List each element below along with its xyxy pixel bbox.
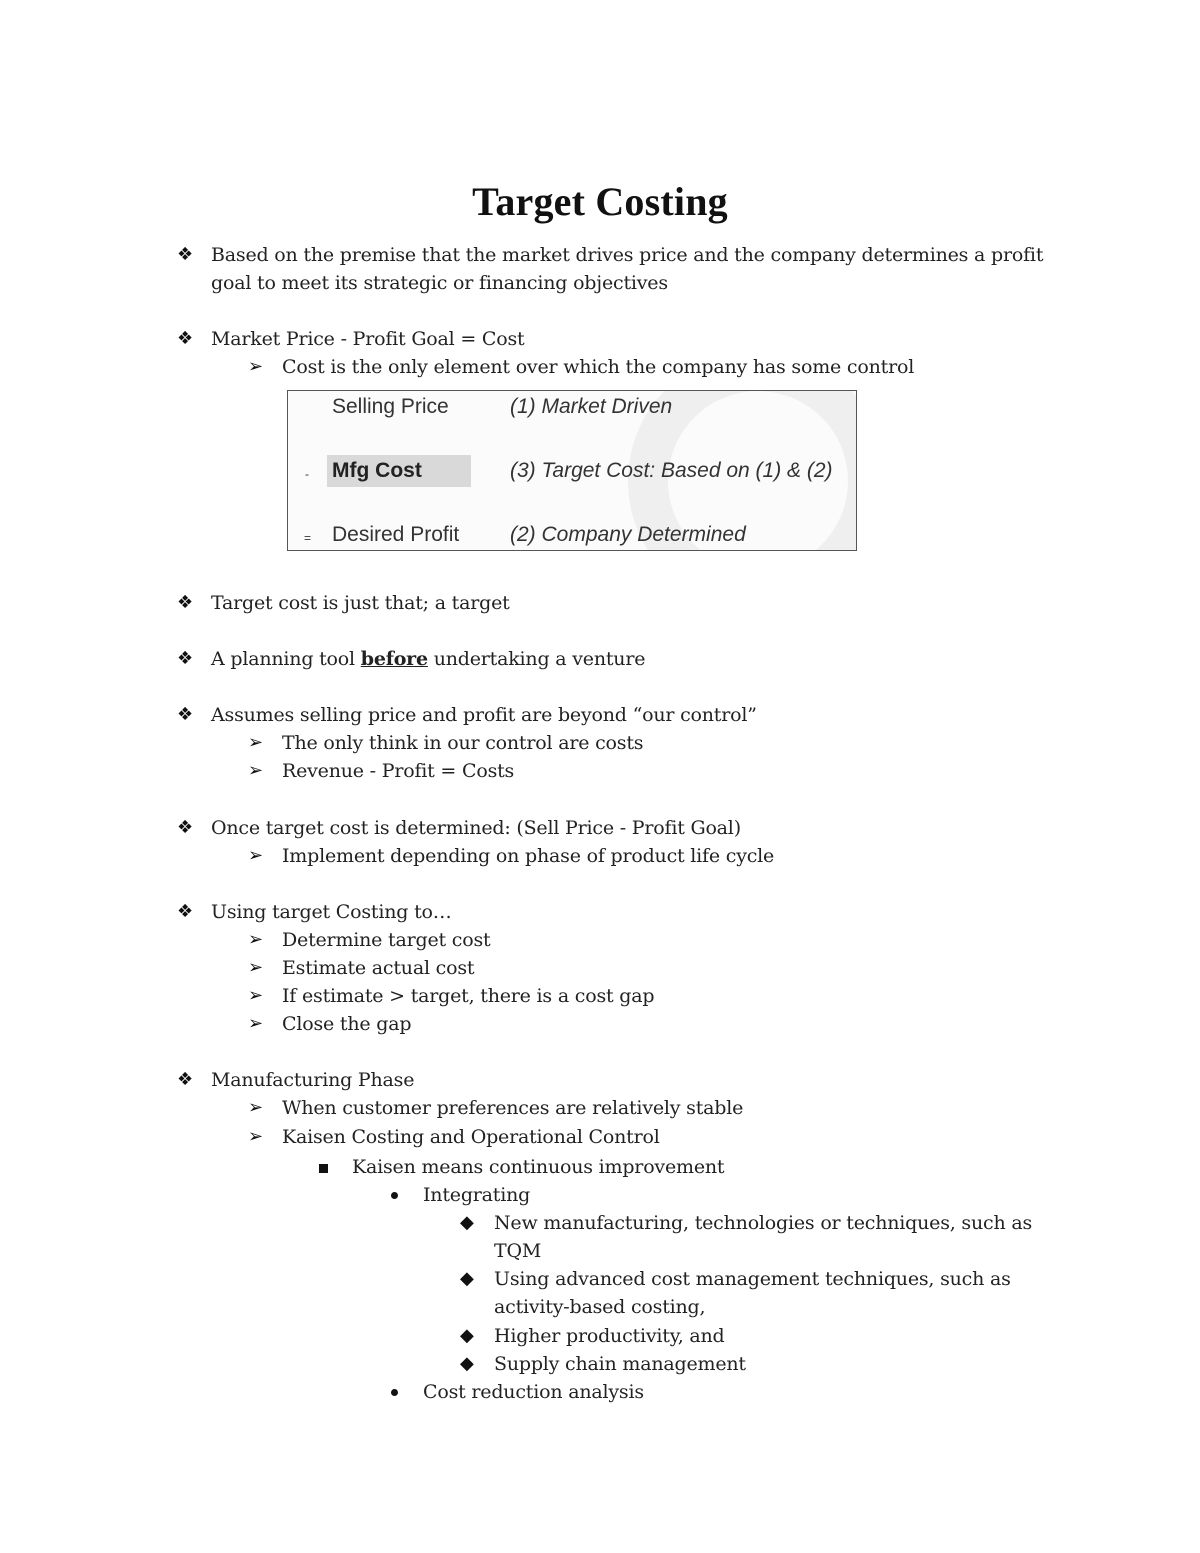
bullet-text: Market Price - Profit Goal = Cost bbox=[211, 328, 525, 350]
diamond-bullet-icon: ❖ bbox=[177, 244, 194, 265]
page-title: Target Costing bbox=[472, 179, 728, 224]
sub-bullet-text: When customer preferences are relatively stable bbox=[282, 1097, 744, 1119]
solid-diamond-bullet-icon: ◆ bbox=[460, 1212, 474, 1233]
arrow-bullet-icon: ➢ bbox=[248, 929, 264, 950]
arrow-bullet-icon: ➢ bbox=[248, 732, 264, 753]
arrow-bullet-icon: ➢ bbox=[248, 985, 264, 1006]
diamond-bullet-icon: ❖ bbox=[177, 648, 194, 669]
diamond-bullet-icon: ❖ bbox=[177, 328, 194, 349]
level5-text: activity-based costing, bbox=[494, 1296, 706, 1318]
sub-bullet-text: Estimate actual cost bbox=[282, 957, 475, 979]
cost-formula-figure bbox=[287, 390, 857, 551]
level3-text: Kaisen means continuous improvement bbox=[352, 1156, 725, 1178]
level4-text: Cost reduction analysis bbox=[423, 1381, 644, 1403]
bullet-text: Manufacturing Phase bbox=[211, 1069, 415, 1091]
diamond-bullet-icon: ❖ bbox=[177, 1069, 194, 1090]
level5-text: TQM bbox=[494, 1240, 542, 1262]
bullet-text-pre: A planning tool bbox=[211, 648, 361, 670]
bullet-text: Using target Costing to… bbox=[211, 901, 452, 923]
sub-bullet-text: Close the gap bbox=[282, 1013, 412, 1035]
sub-bullet-text: Kaisen Costing and Operational Control bbox=[282, 1126, 660, 1148]
diamond-bullet-icon: ❖ bbox=[177, 704, 194, 725]
sub-bullet-text: If estimate > target, there is a cost gap bbox=[282, 985, 655, 1007]
company-determined-note: (2) Company Determined bbox=[510, 523, 746, 546]
target-cost-note: (3) Target Cost: Based on (1) & (2) bbox=[510, 459, 833, 482]
mfg-cost-label: Mfg Cost bbox=[332, 459, 422, 482]
arrow-bullet-icon: ➢ bbox=[248, 760, 264, 781]
equals-operator: = bbox=[304, 531, 312, 545]
diamond-bullet-icon: ❖ bbox=[177, 901, 194, 922]
level5-text: Higher productivity, and bbox=[494, 1325, 725, 1347]
arrow-bullet-icon: ➢ bbox=[248, 1126, 264, 1147]
bullet-text bbox=[211, 645, 645, 673]
market-driven-note: (1) Market Driven bbox=[510, 395, 673, 418]
diamond-bullet-icon: ❖ bbox=[177, 817, 194, 838]
bullet-text: Based on the premise that the market drives price and the company determines a profit bbox=[211, 244, 1044, 266]
arrow-bullet-icon: ➢ bbox=[248, 356, 264, 377]
solid-diamond-bullet-icon: ◆ bbox=[460, 1325, 474, 1346]
bullet-text-post: undertaking a venture bbox=[427, 648, 646, 670]
sub-bullet-text: The only think in our control are costs bbox=[282, 732, 644, 754]
dot-bullet-icon bbox=[391, 1389, 398, 1396]
emphasis-before: before bbox=[360, 648, 428, 670]
dot-bullet-icon bbox=[391, 1192, 398, 1199]
selling-price-label: Selling Price bbox=[332, 395, 449, 418]
sub-bullet-text: Determine target cost bbox=[282, 929, 491, 951]
bullet-text: Target cost is just that; a target bbox=[211, 592, 510, 614]
sub-bullet-text: Implement depending on phase of product life cycle bbox=[282, 845, 775, 867]
solid-diamond-bullet-icon: ◆ bbox=[460, 1268, 474, 1289]
arrow-bullet-icon: ➢ bbox=[248, 845, 264, 866]
arrow-bullet-icon: ➢ bbox=[248, 957, 264, 978]
arrow-bullet-icon: ➢ bbox=[248, 1013, 264, 1034]
level4-text: Integrating bbox=[423, 1184, 531, 1206]
sub-bullet-text: Revenue - Profit = Costs bbox=[282, 760, 515, 782]
sub-bullet-text: Cost is the only element over which the company has some control bbox=[282, 356, 915, 378]
arrow-bullet-icon: ➢ bbox=[248, 1097, 264, 1118]
bullet-text: goal to meet its strategic or financing objectives bbox=[211, 272, 668, 294]
bullet-text: Assumes selling price and profit are beyond “our control” bbox=[211, 704, 757, 726]
level5-text: Supply chain management bbox=[494, 1353, 746, 1375]
bullet-text: Once target cost is determined: (Sell Price - Profit Goal) bbox=[211, 817, 741, 839]
diamond-bullet-icon: ❖ bbox=[177, 592, 194, 613]
level5-text: Using advanced cost management techniques, such as bbox=[494, 1268, 1011, 1290]
desired-profit-label: Desired Profit bbox=[332, 523, 460, 546]
square-bullet-icon bbox=[319, 1164, 328, 1173]
level5-text: New manufacturing, technologies or techniques, such as bbox=[494, 1212, 1033, 1234]
minus-operator: - bbox=[305, 467, 309, 481]
solid-diamond-bullet-icon: ◆ bbox=[460, 1353, 474, 1374]
